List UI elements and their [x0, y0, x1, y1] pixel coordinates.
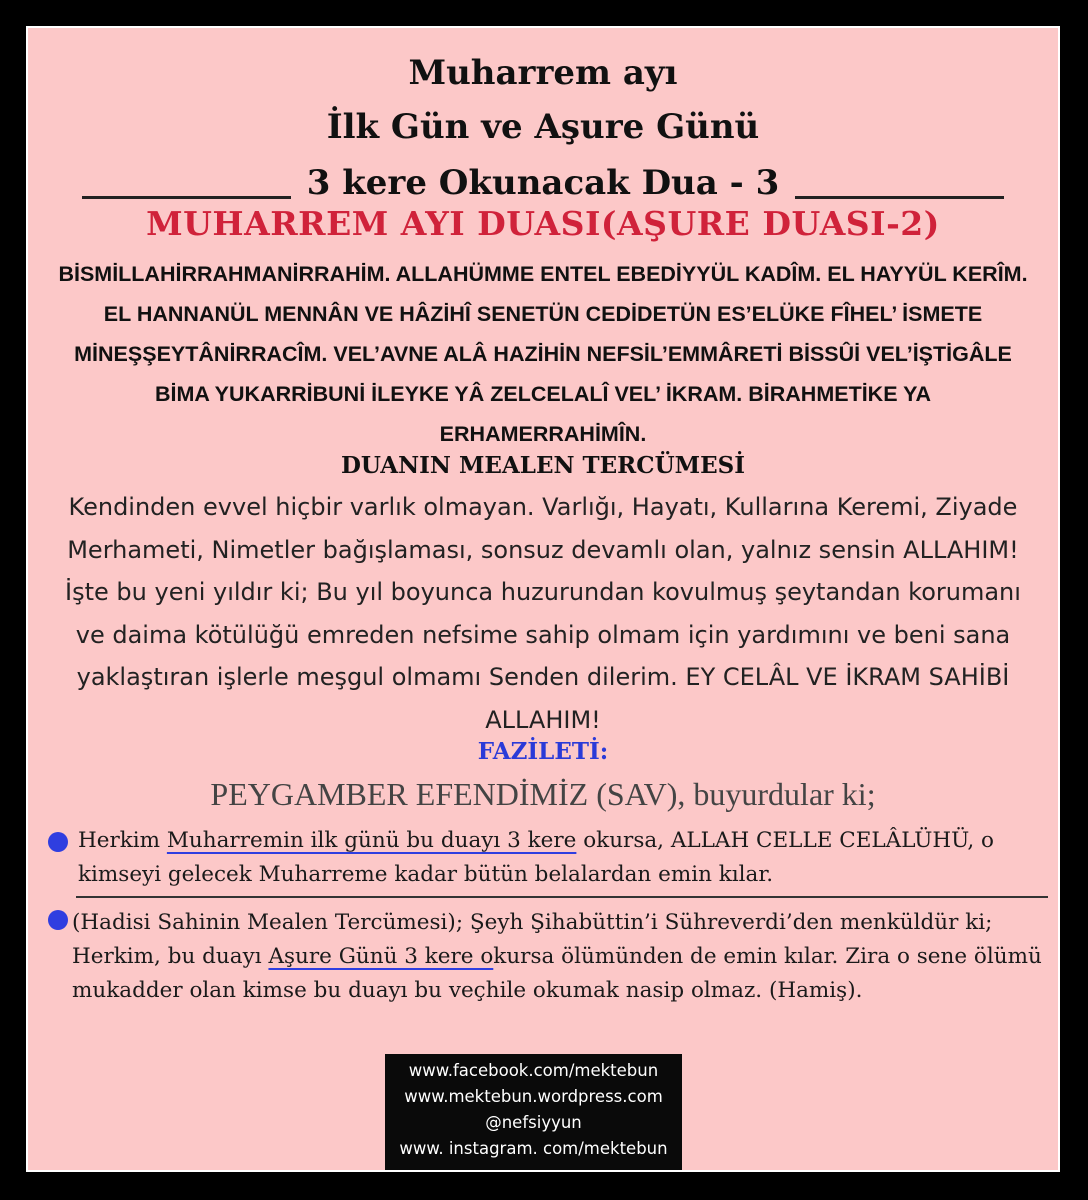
virtue-item-2-underlined: Aşure Günü 3 kere o [268, 944, 494, 969]
prophet-quote-intro: PEYGAMBER EFENDİMİZ (SAV), buyurdular ki; [210, 776, 876, 812]
prayer-heading: MUHARREM AYI DUASI(AŞURE DUASI-2) [146, 204, 940, 243]
title-line-3-wrapper [28, 156, 1058, 210]
virtue-heading: FAZİLETİ: [477, 738, 609, 765]
translation-heading: DUANIN MEALEN TERCÜMESİ [340, 452, 745, 479]
virtue-item-1 [48, 824, 1044, 892]
virtue-item-1-pre: Herkim [78, 828, 167, 853]
translation-text: Kendinden evvel hiçbir varlık olmayan. Varlığı, Hayatı, Kullarına Keremi, Ziyade Merhameti, Nimetler bağışlaması, sonsuz devamlı olan, yalnız sensin ALLAHIM! İşte bu yeni yıldır ki; Bu yıl boyunca huzurundan kovulmuş şeytandan korumanı ve daima kötülüğü emreden nefsime sahip olmam için yardımını ve beni sana yaklaştıran işlerle meşgul olmamı Senden dilerim. EY CELÂL VE İKRAM SAHİBİ ALLAHIM! [65, 493, 1021, 734]
title-block [28, 46, 1058, 154]
virtue-item-2-post: kursa ölümünden de emin kılar. Zira o sene ölümü mukadder olan kimse bu duayı bu veçhile okumak nasip olmaz. (Hamiş). [72, 944, 1042, 1003]
item-divider [76, 896, 1048, 898]
instagram-link[interactable]: www. instagram. com/mektebun [399, 1139, 668, 1158]
virtue-item-2 [48, 906, 1044, 1008]
blue-bullet-icon [48, 832, 68, 852]
virtue-item-2-text [72, 906, 1044, 1008]
virtue-item-1-text [78, 824, 1044, 892]
title-line-3: 3 kere Okunacak Dua - 3 [291, 156, 796, 210]
virtue-item-1-post: okursa, ALLAH CELLE CELÂLÜHÜ, o kimseyi gelecek Muharreme kadar bütün belalardan emin kılar. [78, 828, 994, 887]
virtue-item-2-pre: (Hadisi Sahinin Mealen Tercümesi); Şeyh Şihabüttin’i Sühreverdi’den menküldür ki; Herkim, bu duayı [72, 910, 993, 969]
facebook-link[interactable]: www.facebook.com/mektebun [408, 1061, 659, 1080]
title-line-2: İlk Gün ve Aşure Günü [326, 107, 760, 147]
flyer-card [26, 26, 1060, 1172]
wordpress-link[interactable]: www.mektebun.wordpress.com [404, 1087, 663, 1106]
virtue-item-1-underlined: Muharremin ilk günü bu duayı 3 kere [166, 828, 577, 853]
prayer-transliteration: BİSMİLLAHİRRAHMANİRRAHİM. ALLAHÜMME ENTEL EBEDİYYÜL KADÎM. EL HAYYÜL KERÎM. EL HANNANÜL MENNÂN VE HÂZİHÎ SENETÜN CEDİDETÜN ES’ELÜKE FÎHEL’ İSMETE MİNEŞŞEYTÂNİRRACÎM. VEL’AVNE ALÂ HAZİHİN NEFSİL’EMMÂRETİ BİSSÛİ VEL’İŞTİGÂLE BİMA YUKARRİBUNİ İLEYKE YÂ ZELCELALÎ VEL’ İKRAM. BİRAHMETİKE YA ERHAMERRAHİMÎN. [58, 262, 1028, 446]
social-links-box [385, 1054, 682, 1170]
handle-link[interactable]: @nefsiyyun [485, 1113, 582, 1132]
title-line-1: Muharrem ayı [408, 53, 678, 93]
blue-bullet-icon [48, 910, 68, 930]
